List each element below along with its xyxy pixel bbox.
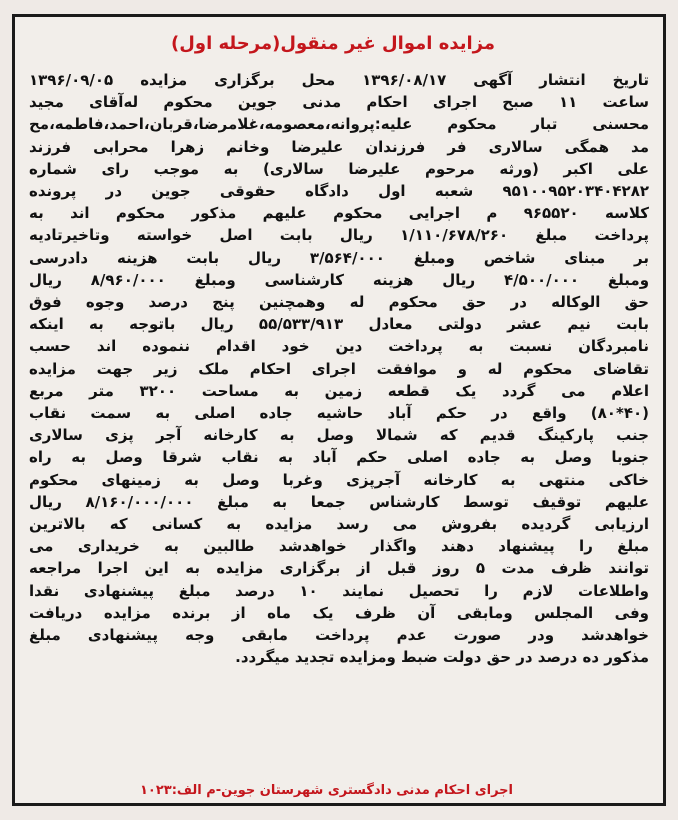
notice-line: جنوبا وصل به جاده اصلی حکم آباد به نقاب شرقا وصل به راه — [29, 448, 649, 467]
notice-line: محسنی تبار محکوم علیه:پروانه،معصومه،غلامرضا،قربان،احمد،فاطمه،مح — [29, 115, 649, 134]
notice-line: نامبردگان نسبت به پرداخت دین خود اقدام ننموده اند حسب — [29, 337, 649, 356]
notice-line: علیهم توقیف توسط کارشناس جمعا به مبلغ ۸/۱۶۰/۰۰۰/۰۰۰ ریال — [29, 492, 649, 511]
notice-line: بر مبنای شاخص ومبلغ ۳/۵۶۴/۰۰۰ ریال بابت هزینه دادرسی — [29, 248, 649, 267]
notice-card — [12, 14, 666, 806]
notice-footer: اجرای احکام مدنی دادگستری شهرستان جوین-م الف:۱۰۲۳ — [139, 783, 513, 798]
notice-line: جنب پارکینگ قدیم که شمالا وصل به کارخانه آجر پزی سالاری — [29, 426, 649, 445]
notice-line: مبلغ را پیشنهاد دهند واگذار خواهدشد طالبین به خریداری می — [29, 537, 649, 556]
notice-line: خواهدشد ودر صورت عدم پرداخت مابقی وجه پیشنهادی مبلغ — [29, 626, 649, 645]
notice-line: واطلاعات لازم را تحصیل نمایند ۱۰ درصد مبلغ پیشنهادی نقدا — [29, 581, 649, 600]
notice-body — [29, 69, 649, 668]
notice-line: خاکی منتهی به کارخانه آجرپزی وغربا وصل به زمینهای محکوم — [29, 470, 649, 489]
notice-line: علی اکبر (ورثه مرحوم علیرضا سالاری) به موجب رای شماره — [29, 159, 649, 178]
notice-line: ساعت ۱۱ صبح اجرای احکام مدنی جوین محکوم له‌آقای مجید — [29, 93, 649, 112]
notice-line: توانند ظرف مدت ۵ روز قبل از برگزاری مزایده به این اجرا مراجعه — [29, 559, 649, 578]
notice-line: ارزیابی گردیده بفروش می رسد مزایده به کسانی که بالاترین — [29, 515, 649, 534]
notice-line: بابت نیم عشر دولتی معادل ۵۵/۵۳۳/۹۱۳ ریال باتوجه به اینکه — [29, 315, 649, 334]
notice-line: کلاسه ۹۶۵۵۲۰ م اجرایی محکوم علیهم مذکور محکوم اند به — [29, 204, 649, 223]
notice-line: پرداخت مبلغ ۱/۱۱۰/۶۷۸/۲۶۰ ریال بابت اصل خواسته وتاخیرتادیه — [29, 226, 649, 245]
notice-line: اعلام می گردد یک قطعه زمین به مساحت ۳۲۰۰ متر مربع — [29, 381, 649, 400]
notice-line: مد همگی سالاری فر فرزندان علیرضا وخانم زهرا محرابی فرزند — [29, 137, 649, 156]
notice-title: مزایده اموال غیر منقول(مرحله اول) — [171, 33, 495, 54]
notice-line: ۹۵۱۰۰۹۵۲۰۳۴۰۴۲۸۲ شعبه اول دادگاه حقوقی جوین در پرونده — [29, 182, 649, 201]
notice-line: ومبلغ ۴/۵۰۰/۰۰۰ ریال هزینه کارشناسی ومبلغ ۸/۹۶۰/۰۰۰ ریال — [29, 270, 649, 289]
notice-line: تقاضای محکوم له و موافقت اجرای احکام ملک زیر جهت مزایده — [29, 359, 649, 378]
notice-line: تاریخ انتشار آگهی ۱۳۹۶/۰۸/۱۷ محل برگزاری مزایده ۱۳۹۶/۰۹/۰۵ — [29, 71, 649, 89]
notice-line: وفی المجلس ومابقی آن ظرف یک ماه از برنده مزایده دریافت — [29, 603, 649, 622]
notice-line: مذکور ده درصد در حق دولت ضبط ومزایده تجدید میگردد. — [235, 648, 649, 667]
notice-line: حق الوکاله در حق محکوم له وهمچنین پنج درصد وجوه فوق — [29, 293, 649, 312]
notice-line: (۴۰*۸۰) واقع در حکم آباد حاشیه جاده اصلی به سمت نقاب — [29, 404, 649, 423]
